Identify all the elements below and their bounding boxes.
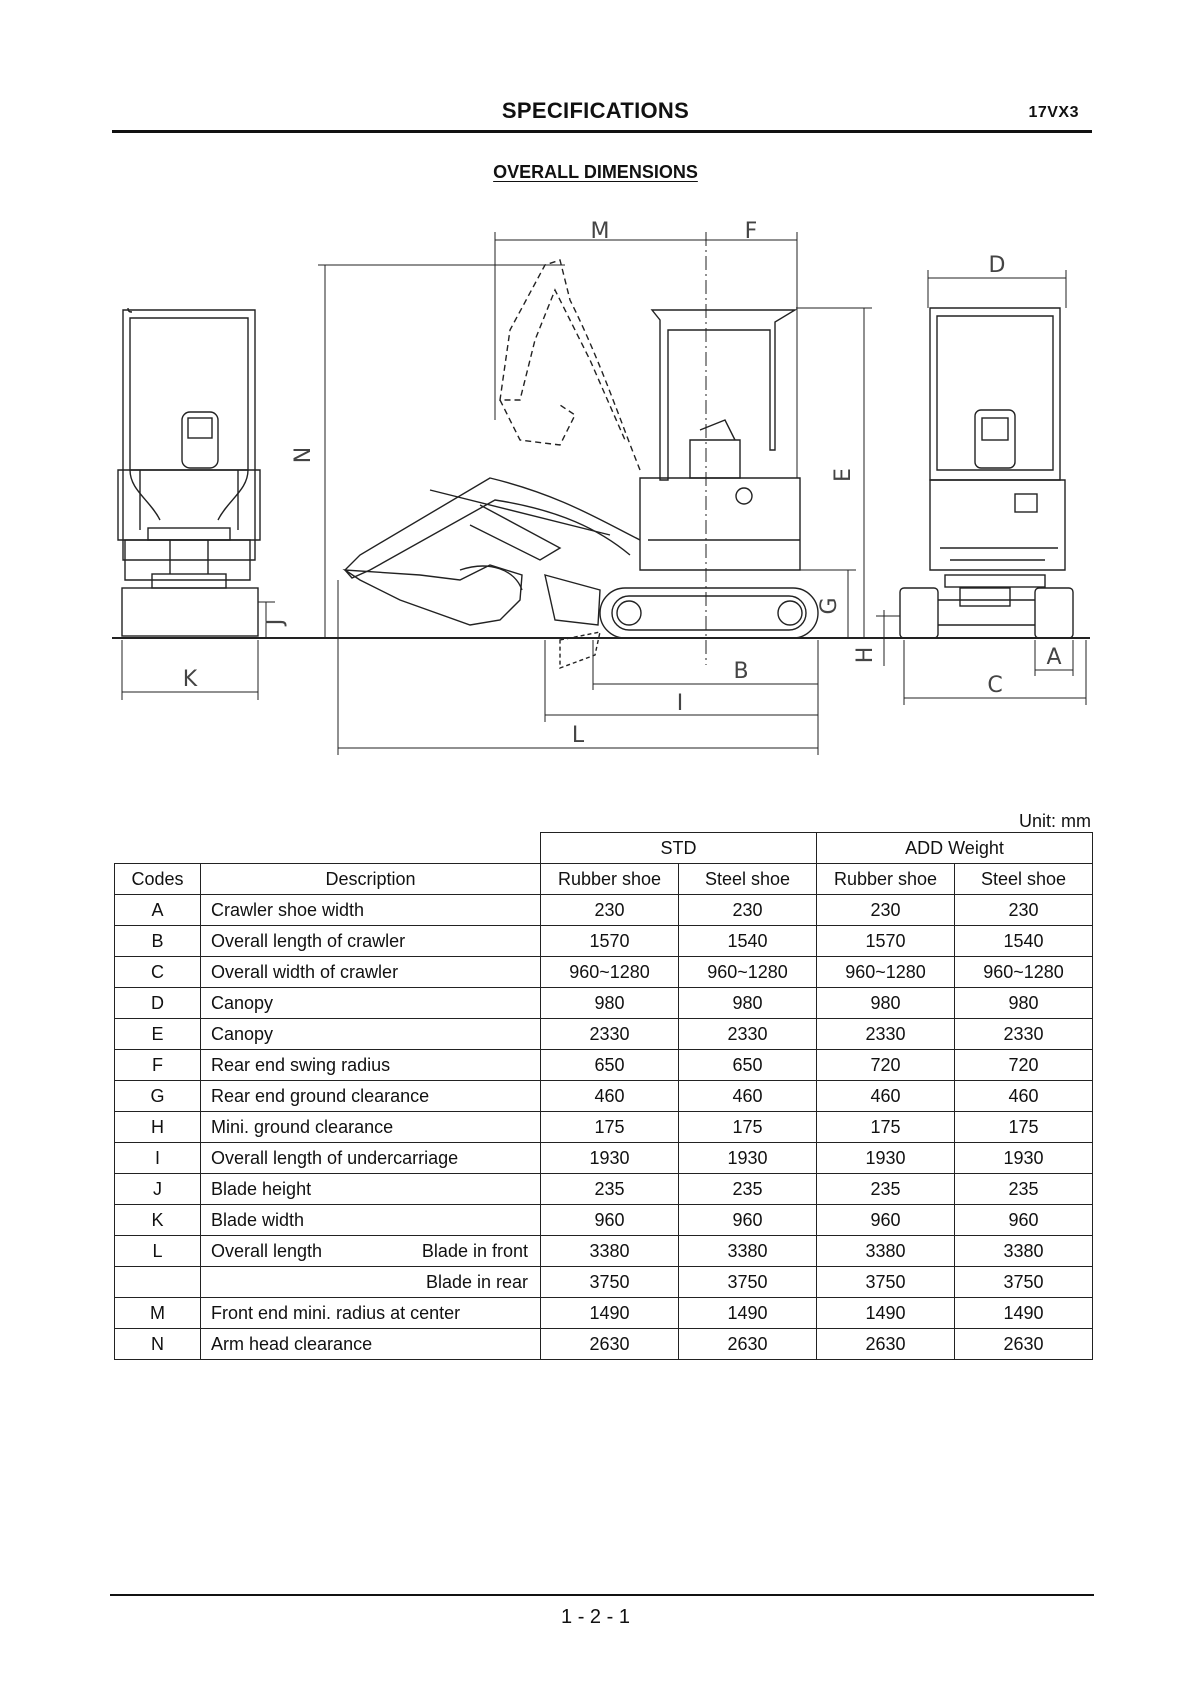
row-std-rubber: 1490 <box>541 1298 679 1329</box>
row-description-cell <box>201 1081 541 1112</box>
row-add-steel: 2330 <box>955 1019 1093 1050</box>
col-header-std-steel: Steel shoe <box>679 864 817 895</box>
row-add-steel: 720 <box>955 1050 1093 1081</box>
row-std-steel: 1540 <box>679 926 817 957</box>
spec-table-body <box>115 895 1093 1360</box>
row-description: Canopy <box>211 992 274 1013</box>
label-A: A <box>1046 645 1062 670</box>
row-add-rubber: 960 <box>817 1205 955 1236</box>
row-description: Canopy <box>211 1023 274 1044</box>
table-row <box>115 1329 1093 1360</box>
row-description-cell <box>201 1267 541 1298</box>
row-code <box>115 1267 201 1298</box>
row-description: Overall length of crawler <box>211 930 406 951</box>
row-sub-description: Blade in rear <box>425 1271 528 1292</box>
row-std-rubber: 650 <box>541 1050 679 1081</box>
row-std-steel: 1490 <box>679 1298 817 1329</box>
dimension-drawing <box>0 0 1191 780</box>
label-C: C <box>987 673 1003 698</box>
row-add-steel: 960~1280 <box>955 957 1093 988</box>
blank-cell <box>115 833 541 864</box>
col-header-description: Description <box>201 864 541 895</box>
label-H: H <box>853 646 878 664</box>
row-description-cell <box>201 1298 541 1329</box>
row-description-cell <box>201 926 541 957</box>
row-description: Blade height <box>211 1178 312 1199</box>
group-header-std: STD <box>541 833 817 864</box>
side-view <box>345 260 818 668</box>
front-view <box>118 308 260 636</box>
label-L: L <box>571 723 585 748</box>
row-description-cell <box>201 1019 541 1050</box>
row-code: J <box>115 1174 201 1205</box>
row-std-rubber: 960~1280 <box>541 957 679 988</box>
row-code: N <box>115 1329 201 1360</box>
row-add-rubber: 1930 <box>817 1143 955 1174</box>
row-std-rubber: 1930 <box>541 1143 679 1174</box>
row-add-steel: 960 <box>955 1205 1093 1236</box>
row-description-cell <box>201 1143 541 1174</box>
row-std-rubber: 235 <box>541 1174 679 1205</box>
row-std-rubber: 460 <box>541 1081 679 1112</box>
row-code: L <box>115 1236 201 1267</box>
row-description: Mini. ground clearance <box>211 1116 394 1137</box>
row-code: E <box>115 1019 201 1050</box>
row-add-rubber: 3750 <box>817 1267 955 1298</box>
row-std-steel: 460 <box>679 1081 817 1112</box>
spec-table-head <box>115 833 1093 895</box>
row-description: Arm head clearance <box>211 1333 373 1354</box>
table-row <box>115 1267 1093 1298</box>
col-header-add-steel: Steel shoe <box>955 864 1093 895</box>
row-code: B <box>115 926 201 957</box>
row-add-steel: 235 <box>955 1174 1093 1205</box>
table-row <box>115 1236 1093 1267</box>
table-row <box>115 895 1093 926</box>
row-add-steel: 3380 <box>955 1236 1093 1267</box>
row-description: Crawler shoe width <box>211 899 365 920</box>
row-add-steel: 3750 <box>955 1267 1093 1298</box>
unit-label: Unit: mm <box>1019 811 1091 831</box>
col-header-add-rubber: Rubber shoe <box>817 864 955 895</box>
row-description-cell <box>201 1174 541 1205</box>
row-std-steel: 3750 <box>679 1267 817 1298</box>
row-add-rubber: 460 <box>817 1081 955 1112</box>
label-J: J <box>263 618 288 626</box>
row-add-rubber: 720 <box>817 1050 955 1081</box>
table-row <box>115 1050 1093 1081</box>
table-row <box>115 957 1093 988</box>
row-code: F <box>115 1050 201 1081</box>
page-title: SPECIFICATIONS <box>501 98 690 123</box>
row-description-cell <box>201 1236 541 1267</box>
table-row <box>115 1298 1093 1329</box>
row-std-steel: 235 <box>679 1174 817 1205</box>
row-add-steel: 230 <box>955 895 1093 926</box>
row-std-rubber: 2630 <box>541 1329 679 1360</box>
row-std-rubber: 175 <box>541 1112 679 1143</box>
table-row <box>115 988 1093 1019</box>
label-B: B <box>733 659 749 684</box>
row-code: G <box>115 1081 201 1112</box>
row-description-cell <box>201 988 541 1019</box>
row-add-steel: 175 <box>955 1112 1093 1143</box>
row-add-rubber: 3380 <box>817 1236 955 1267</box>
label-M: M <box>590 219 610 244</box>
row-std-steel: 175 <box>679 1112 817 1143</box>
group-header-row <box>115 833 1093 864</box>
label-G: G <box>817 597 842 615</box>
row-code: I <box>115 1143 201 1174</box>
footer-rule <box>110 1594 1094 1596</box>
row-add-steel: 1490 <box>955 1298 1093 1329</box>
row-add-steel: 460 <box>955 1081 1093 1112</box>
row-add-rubber: 980 <box>817 988 955 1019</box>
row-add-steel: 980 <box>955 988 1093 1019</box>
row-code: K <box>115 1205 201 1236</box>
row-std-rubber: 3750 <box>541 1267 679 1298</box>
row-std-rubber: 230 <box>541 895 679 926</box>
row-add-rubber: 2330 <box>817 1019 955 1050</box>
row-add-rubber: 1490 <box>817 1298 955 1329</box>
row-std-steel: 3380 <box>679 1236 817 1267</box>
dimension-lines <box>122 232 1086 755</box>
table-row <box>115 1143 1093 1174</box>
model-number: 17VX3 <box>1028 104 1079 121</box>
page-number: 1 - 2 - 1 <box>561 1606 630 1628</box>
row-add-rubber: 960~1280 <box>817 957 955 988</box>
row-description: Rear end swing radius <box>211 1054 391 1075</box>
table-row <box>115 926 1093 957</box>
row-std-steel: 650 <box>679 1050 817 1081</box>
rear-view <box>900 308 1073 638</box>
row-sub-description: Blade in front <box>421 1240 528 1261</box>
row-std-steel: 960~1280 <box>679 957 817 988</box>
row-add-rubber: 175 <box>817 1112 955 1143</box>
row-description-cell <box>201 1205 541 1236</box>
row-std-rubber: 3380 <box>541 1236 679 1267</box>
row-description: Overall length <box>211 1240 323 1261</box>
label-K: K <box>182 667 198 692</box>
row-std-steel: 1930 <box>679 1143 817 1174</box>
row-description-cell <box>201 1329 541 1360</box>
table-row <box>115 1081 1093 1112</box>
label-F: F <box>744 219 758 244</box>
row-std-steel: 2330 <box>679 1019 817 1050</box>
row-description: Front end mini. radius at center <box>211 1302 461 1323</box>
row-add-steel: 2630 <box>955 1329 1093 1360</box>
row-code: M <box>115 1298 201 1329</box>
row-std-rubber: 1570 <box>541 926 679 957</box>
row-add-rubber: 1570 <box>817 926 955 957</box>
table-row <box>115 1205 1093 1236</box>
table-row <box>115 1019 1093 1050</box>
row-description-cell <box>201 1050 541 1081</box>
label-N: N <box>291 446 316 464</box>
section-title-text: OVERALL DIMENSIONS <box>493 162 698 182</box>
row-std-rubber: 980 <box>541 988 679 1019</box>
row-std-steel: 2630 <box>679 1329 817 1360</box>
row-description: Overall width of crawler <box>211 961 399 982</box>
label-E: E <box>831 468 856 482</box>
row-add-rubber: 235 <box>817 1174 955 1205</box>
row-description-cell <box>201 957 541 988</box>
row-description: Overall length of undercarriage <box>211 1147 459 1168</box>
row-description-cell <box>201 1112 541 1143</box>
row-description: Rear end ground clearance <box>211 1085 430 1106</box>
row-add-steel: 1930 <box>955 1143 1093 1174</box>
col-header-std-rubber: Rubber shoe <box>541 864 679 895</box>
row-description: Blade width <box>211 1209 305 1230</box>
row-std-rubber: 2330 <box>541 1019 679 1050</box>
table-row <box>115 1112 1093 1143</box>
row-std-steel: 230 <box>679 895 817 926</box>
column-header-row <box>115 864 1093 895</box>
row-std-steel: 980 <box>679 988 817 1019</box>
table-row <box>115 1174 1093 1205</box>
row-code: A <box>115 895 201 926</box>
col-header-codes: Codes <box>115 864 201 895</box>
row-std-steel: 960 <box>679 1205 817 1236</box>
spec-table <box>114 832 1093 1360</box>
row-add-steel: 1540 <box>955 926 1093 957</box>
row-add-rubber: 2630 <box>817 1329 955 1360</box>
row-code: D <box>115 988 201 1019</box>
label-D: D <box>988 253 1006 278</box>
row-description-cell <box>201 895 541 926</box>
label-I: I <box>676 691 684 716</box>
row-code: H <box>115 1112 201 1143</box>
group-header-add-weight: ADD Weight <box>817 833 1093 864</box>
row-add-rubber: 230 <box>817 895 955 926</box>
row-std-rubber: 960 <box>541 1205 679 1236</box>
row-code: C <box>115 957 201 988</box>
